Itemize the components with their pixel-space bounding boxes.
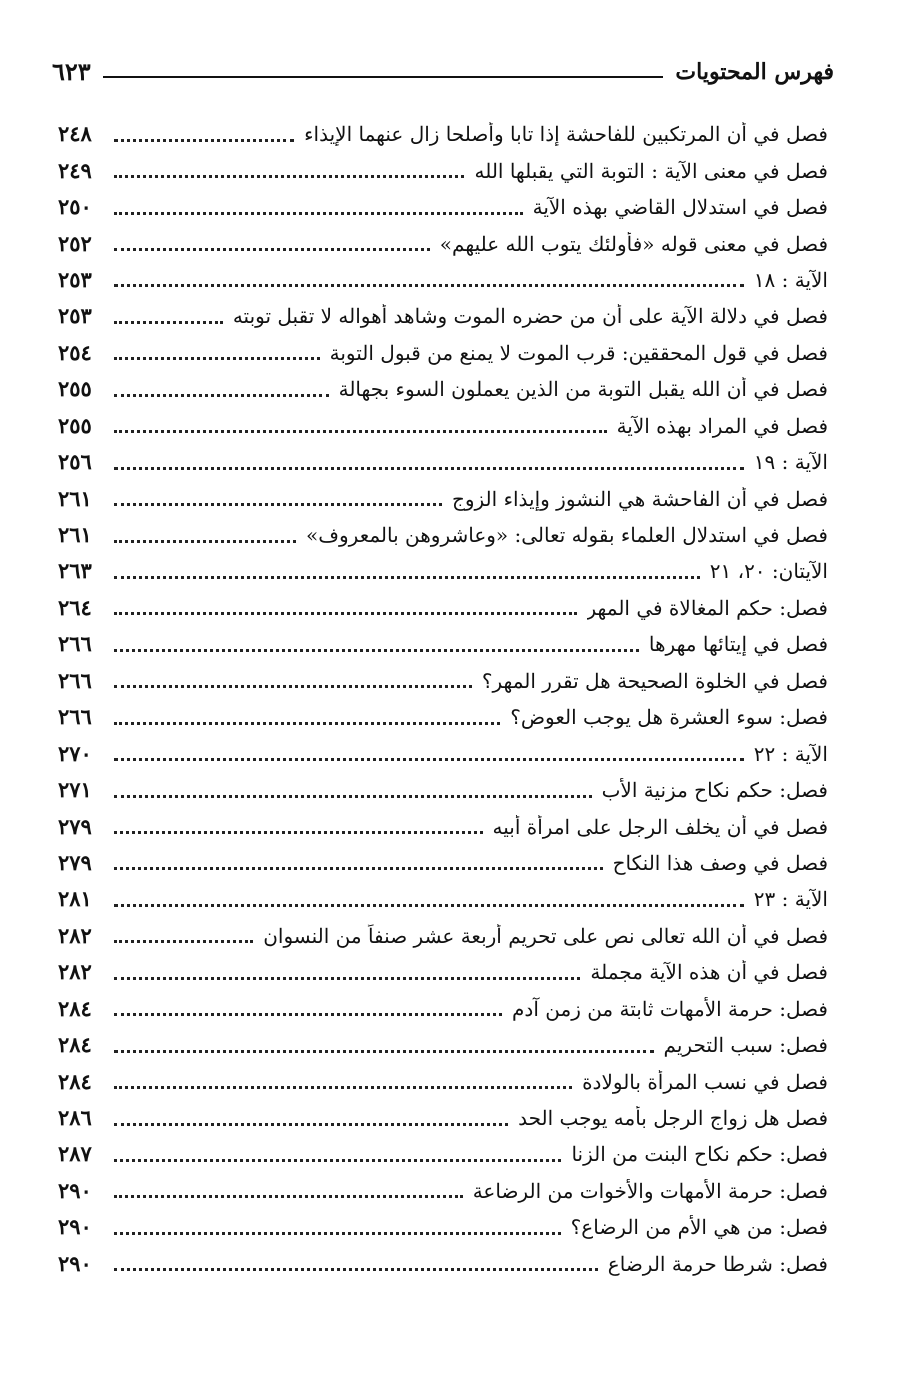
toc-entry: [58, 371, 828, 407]
toc-dot-leader: [114, 467, 744, 470]
toc-dot-leader: [114, 940, 253, 943]
header-rule: [103, 76, 664, 78]
toc-entry-page: ٢٨١: [58, 886, 92, 912]
toc-entry: [58, 1246, 828, 1282]
toc-entry-page: ٢٧٩: [58, 849, 92, 875]
toc-entry-title: فصل في أن يخلف الرجل على امرأة أبيه: [492, 814, 828, 839]
toc-entry: [58, 1136, 828, 1172]
page-header: [52, 48, 834, 84]
toc-dot-leader: [114, 867, 603, 870]
toc-entry-page: ٢٧١: [58, 777, 92, 803]
toc-entry: [58, 444, 828, 480]
toc-entry-title: فصل: سبب التحريم: [663, 1033, 828, 1058]
toc-entry-title: فصل في نسب المرأة بالولادة: [582, 1069, 828, 1094]
toc-entry-page: ٢٨٢: [58, 959, 92, 985]
toc-entry-title: فصل: شرطا حرمة الرضاع: [607, 1251, 828, 1276]
toc-entry-title: فصل: حرمة الأمهات ثابتة من زمن آدم: [512, 996, 828, 1021]
toc-entry-page: ٢٦٣: [58, 558, 92, 584]
toc-entry-page: ٢٥٥: [58, 412, 92, 438]
toc-entry-title: الآية : ١٨: [753, 267, 828, 292]
toc-entry-title: الآية : ٢٢: [753, 741, 828, 766]
toc-dot-leader: [114, 394, 329, 397]
toc-dot-leader: [114, 1050, 654, 1053]
toc-entry: [58, 298, 828, 334]
toc-entry-page: ٢٨٤: [58, 1032, 92, 1058]
toc-entry-page: ٢٦١: [58, 522, 92, 548]
toc-entry-page: ٢٨٤: [58, 995, 92, 1021]
toc-entry-page: ٢٨٤: [58, 1068, 92, 1094]
toc-entry-page: ٢٧٩: [58, 813, 92, 839]
toc-entry-title: فصل في إيتائها مهرها: [648, 632, 828, 657]
toc-entry: [58, 1063, 828, 1099]
toc-entry: [58, 1100, 828, 1136]
toc-entry-title: فصل في قول المحققين: قرب الموت لا يمنع من قبول التوبة: [329, 340, 828, 365]
toc-entry: [58, 590, 828, 626]
toc-dot-leader: [114, 649, 639, 652]
toc-entry-title: فصل هل زواج الرجل بأمه يوجب الحد: [518, 1106, 828, 1131]
toc-entry: [58, 262, 828, 298]
toc-entry-page: ٢٦٦: [58, 667, 92, 693]
toc-dot-leader: [114, 576, 700, 579]
toc-entry-page: ٢٥٥: [58, 376, 92, 402]
toc-entry-page: ٢٩٠: [58, 1250, 92, 1276]
toc-dot-leader: [114, 284, 744, 287]
toc-entry-page: ٢٥٤: [58, 339, 92, 365]
toc-entry-title: فصل: سوء العشرة هل يوجب العوض؟: [510, 705, 828, 730]
toc-entry: [58, 881, 828, 917]
toc-entry-page: ٢٥٦: [58, 449, 92, 475]
toc-dot-leader: [114, 831, 483, 834]
toc-entry-title: فصل: حكم نكاح البنت من الزنا: [571, 1142, 828, 1167]
toc-entry-page: ٢٥٣: [58, 266, 92, 292]
toc-entry: [58, 918, 828, 954]
toc-entry-title: فصل في أن هذه الآية مجملة: [590, 960, 828, 985]
toc-entry-page: ٢٩٠: [58, 1214, 92, 1240]
toc-entry: [58, 954, 828, 990]
toc-entry-title: فصل في وصف هذا النكاح: [612, 850, 828, 875]
table-of-contents: [58, 116, 828, 1282]
toc-entry-title: فصل: حكم نكاح مزنية الأب: [601, 778, 828, 803]
toc-entry-title: الآيتان: ٢٠، ٢١: [709, 559, 828, 584]
toc-entry: [58, 1173, 828, 1209]
toc-dot-leader: [114, 1013, 502, 1016]
toc-entry-page: ٢٤٩: [58, 157, 92, 183]
toc-entry-page: ٢٨٦: [58, 1105, 92, 1131]
toc-dot-leader: [114, 977, 580, 980]
toc-dot-leader: [114, 612, 577, 615]
toc-entry-title: فصل في المراد بهذه الآية: [616, 413, 828, 438]
toc-dot-leader: [114, 795, 592, 798]
toc-entry-page: ٢٥٠: [58, 194, 92, 220]
toc-entry-page: ٢٨٢: [58, 922, 92, 948]
toc-dot-leader: [114, 139, 294, 142]
toc-entry-page: ٢٥٣: [58, 303, 92, 329]
toc-dot-leader: [114, 685, 472, 688]
toc-entry-page: ٢٧٠: [58, 740, 92, 766]
toc-entry: [58, 116, 828, 152]
toc-entry: [58, 152, 828, 188]
header-title: فهرس المحتويات: [675, 59, 834, 85]
toc-dot-leader: [114, 248, 430, 251]
toc-entry-title: فصل في أن المرتكبين للفاحشة إذا تابا وأصلحا زال عنهما الإيذاء: [304, 122, 828, 147]
toc-entry: [58, 735, 828, 771]
toc-entry: [58, 480, 828, 516]
toc-entry: [58, 991, 828, 1027]
toc-entry: [58, 626, 828, 662]
toc-entry: [58, 1209, 828, 1245]
toc-dot-leader: [114, 175, 464, 178]
toc-entry-page: ٢٤٨: [58, 121, 92, 147]
toc-entry-title: فصل في استدلال العلماء بقوله تعالى: «وعاشروهن بالمعروف»: [306, 523, 828, 548]
toc-entry: [58, 408, 828, 444]
toc-entry-title: فصل: حرمة الأمهات والأخوات من الرضاعة: [472, 1178, 828, 1203]
toc-entry-page: ٢٩٠: [58, 1177, 92, 1203]
toc-entry-title: فصل في معنى قوله «فأولئك يتوب الله عليهم»: [439, 231, 828, 256]
toc-dot-leader: [114, 1268, 598, 1271]
toc-entry-title: فصل في الخلوة الصحيحة هل تقرر المهر؟: [481, 668, 828, 693]
toc-dot-leader: [114, 904, 744, 907]
toc-entry-page: ٢٥٢: [58, 230, 92, 256]
toc-entry-title: فصل: حكم المغالاة في المهر: [586, 595, 828, 620]
toc-entry: [58, 699, 828, 735]
toc-entry: [58, 553, 828, 589]
toc-entry-title: فصل في دلالة الآية على أن من حضره الموت وشاهد أهواله لا تقبل توبته: [232, 304, 828, 329]
toc-entry-page: ٢٦٤: [58, 594, 92, 620]
toc-dot-leader: [114, 357, 320, 360]
toc-entry-title: فصل: من هي الأم من الرضاع؟: [570, 1215, 828, 1240]
header-page-number: ٦٢٣: [52, 57, 91, 86]
toc-entry-title: فصل في استدلال القاضي بهذه الآية: [532, 195, 828, 220]
toc-dot-leader: [114, 503, 442, 506]
toc-entry: [58, 808, 828, 844]
toc-entry: [58, 335, 828, 371]
toc-dot-leader: [114, 430, 607, 433]
toc-entry: [58, 517, 828, 553]
toc-dot-leader: [114, 1159, 561, 1162]
toc-dot-leader: [114, 758, 744, 761]
toc-dot-leader: [114, 1086, 572, 1089]
toc-entry: [58, 845, 828, 881]
toc-entry: [58, 189, 828, 225]
toc-entry: [58, 772, 828, 808]
toc-entry: [58, 663, 828, 699]
toc-entry-title: فصل في معنى الآية : التوبة التي يقبلها الله: [474, 158, 828, 183]
toc-entry-title: فصل في أن الفاحشة هي النشوز وإيذاء الزوج: [451, 486, 828, 511]
toc-dot-leader: [114, 1195, 463, 1198]
toc-entry-page: ٢٨٧: [58, 1141, 92, 1167]
toc-dot-leader: [114, 540, 296, 543]
toc-dot-leader: [114, 722, 500, 725]
toc-entry: [58, 225, 828, 261]
toc-entry-title: فصل في أن الله تعالى نص على تحريم أربعة عشر صنفاً من النسوان: [263, 923, 828, 948]
toc-entry-title: الآية : ٢٣: [753, 887, 828, 912]
toc-dot-leader: [114, 1123, 508, 1126]
toc-dot-leader: [114, 1232, 561, 1235]
toc-entry-page: ٢٦٦: [58, 704, 92, 730]
toc-dot-leader: [114, 212, 523, 215]
toc-entry-page: ٢٦٦: [58, 631, 92, 657]
toc-dot-leader: [114, 321, 223, 324]
toc-entry-title: فصل في أن الله يقبل التوبة من الذين يعملون السوء بجهالة: [338, 377, 828, 402]
toc-entry-page: ٢٦١: [58, 485, 92, 511]
toc-entry-title: الآية : ١٩: [753, 450, 828, 475]
toc-entry: [58, 1027, 828, 1063]
